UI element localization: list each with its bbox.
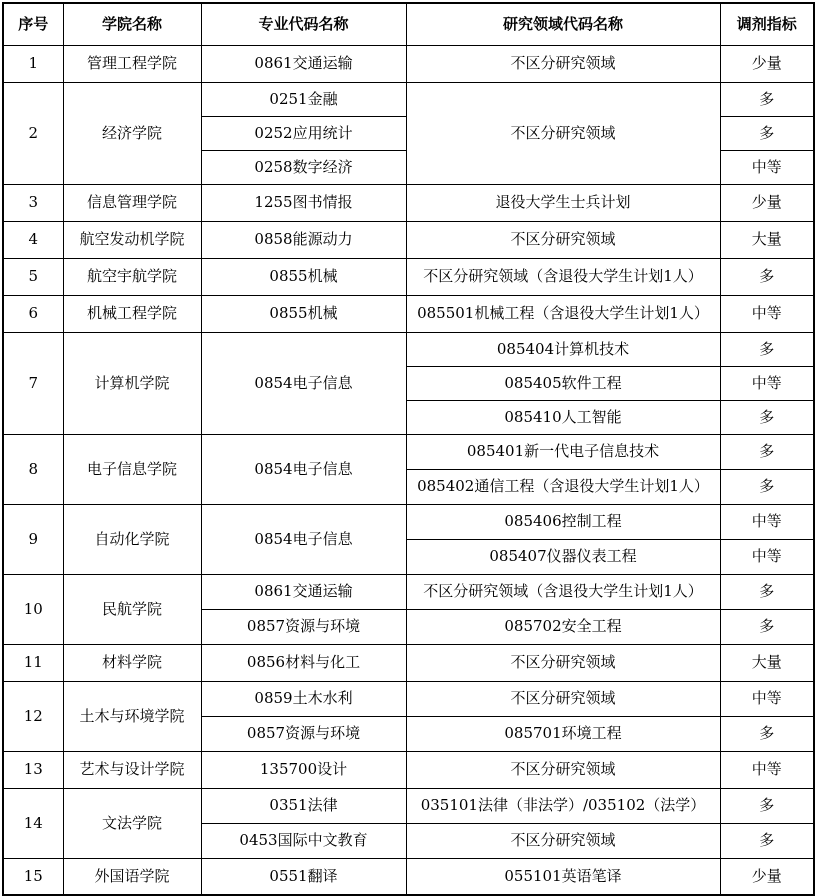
major-cell: 0858能源动力 [201, 221, 406, 258]
table-body [3, 45, 814, 895]
field-cell: 不区分研究领域 [406, 823, 720, 858]
field-cell: 不区分研究领域 [406, 82, 720, 184]
major-cell: 0551翻译 [201, 858, 406, 895]
college-cell: 民航学院 [63, 574, 201, 644]
quota-cell: 多 [720, 609, 814, 644]
major-cell: 0351法律 [201, 788, 406, 823]
table-row [3, 574, 814, 609]
table-row [3, 295, 814, 332]
quota-cell: 中等 [720, 366, 814, 400]
field-cell: 085402通信工程（含退役大学生计划1人） [406, 469, 720, 504]
field-cell: 055101英语笔译 [406, 858, 720, 895]
table-row [3, 258, 814, 295]
field-cell: 不区分研究领域（含退役大学生计划1人） [406, 258, 720, 295]
major-cell: 1255图书情报 [201, 184, 406, 221]
seq-cell: 2 [3, 82, 63, 184]
table-row [3, 644, 814, 681]
college-cell: 经济学院 [63, 82, 201, 184]
quota-cell: 多 [720, 434, 814, 469]
table-row [3, 184, 814, 221]
quota-cell: 中等 [720, 295, 814, 332]
college-cell: 管理工程学院 [63, 45, 201, 82]
field-cell: 085401新一代电子信息技术 [406, 434, 720, 469]
field-cell: 不区分研究领域 [406, 45, 720, 82]
college-cell: 电子信息学院 [63, 434, 201, 504]
major-cell: 0859土木水利 [201, 681, 406, 716]
quota-cell: 多 [720, 82, 814, 116]
major-cell: 0857资源与环境 [201, 609, 406, 644]
table-row [3, 504, 814, 539]
college-cell: 信息管理学院 [63, 184, 201, 221]
field-cell: 085410人工智能 [406, 400, 720, 434]
field-cell: 085701环境工程 [406, 716, 720, 751]
college-cell: 航空发动机学院 [63, 221, 201, 258]
table-row [3, 82, 814, 116]
quota-cell: 大量 [720, 221, 814, 258]
college-cell: 航空宇航学院 [63, 258, 201, 295]
quota-cell: 多 [720, 400, 814, 434]
seq-cell: 10 [3, 574, 63, 644]
quota-cell: 多 [720, 574, 814, 609]
field-cell: 不区分研究领域 [406, 221, 720, 258]
seq-cell: 1 [3, 45, 63, 82]
header-seq: 序号 [3, 3, 63, 45]
college-cell: 土木与环境学院 [63, 681, 201, 751]
quota-cell: 多 [720, 332, 814, 366]
field-cell: 085407仪器仪表工程 [406, 539, 720, 574]
quota-cell: 大量 [720, 644, 814, 681]
major-cell: 0855机械 [201, 295, 406, 332]
major-cell: 135700设计 [201, 751, 406, 788]
seq-cell: 12 [3, 681, 63, 751]
field-cell: 085702安全工程 [406, 609, 720, 644]
quota-cell: 中等 [720, 539, 814, 574]
major-cell: 0251金融 [201, 82, 406, 116]
college-cell: 文法学院 [63, 788, 201, 858]
quota-cell: 中等 [720, 681, 814, 716]
table-row [3, 332, 814, 366]
seq-cell: 4 [3, 221, 63, 258]
quota-cell: 多 [720, 469, 814, 504]
quota-cell: 少量 [720, 858, 814, 895]
quota-cell: 中等 [720, 504, 814, 539]
major-cell: 0854电子信息 [201, 504, 406, 574]
field-cell: 085406控制工程 [406, 504, 720, 539]
quota-cell: 少量 [720, 184, 814, 221]
quota-cell: 多 [720, 823, 814, 858]
table-row [3, 681, 814, 716]
table-row [3, 788, 814, 823]
seq-cell: 3 [3, 184, 63, 221]
table-row [3, 858, 814, 895]
header-quota: 调剂指标 [720, 3, 814, 45]
major-cell: 0855机械 [201, 258, 406, 295]
field-cell: 035101法律（非法学）/035102（法学） [406, 788, 720, 823]
seq-cell: 5 [3, 258, 63, 295]
field-cell: 085405软件工程 [406, 366, 720, 400]
field-cell: 085501机械工程（含退役大学生计划1人） [406, 295, 720, 332]
college-cell: 机械工程学院 [63, 295, 201, 332]
header-row [3, 3, 814, 45]
college-cell: 外国语学院 [63, 858, 201, 895]
major-cell: 0258数字经济 [201, 150, 406, 184]
major-cell: 0861交通运输 [201, 45, 406, 82]
seq-cell: 15 [3, 858, 63, 895]
quota-cell: 多 [720, 716, 814, 751]
quota-cell: 少量 [720, 45, 814, 82]
quota-table-page [0, 2, 815, 896]
seq-cell: 6 [3, 295, 63, 332]
quota-cell: 多 [720, 788, 814, 823]
page [0, 2, 815, 896]
major-cell: 0854电子信息 [201, 434, 406, 504]
header-field: 研究领域代码名称 [406, 3, 720, 45]
seq-cell: 9 [3, 504, 63, 574]
field-cell: 不区分研究领域（含退役大学生计划1人） [406, 574, 720, 609]
quota-cell: 多 [720, 116, 814, 150]
header-college: 学院名称 [63, 3, 201, 45]
college-cell: 自动化学院 [63, 504, 201, 574]
college-cell: 艺术与设计学院 [63, 751, 201, 788]
seq-cell: 14 [3, 788, 63, 858]
major-cell: 0856材料与化工 [201, 644, 406, 681]
seq-cell: 7 [3, 332, 63, 434]
field-cell: 085404计算机技术 [406, 332, 720, 366]
major-cell: 0861交通运输 [201, 574, 406, 609]
major-cell: 0252应用统计 [201, 116, 406, 150]
major-cell: 0854电子信息 [201, 332, 406, 434]
table-row [3, 45, 814, 82]
transfer-quota-table [2, 2, 815, 896]
college-cell: 计算机学院 [63, 332, 201, 434]
seq-cell: 13 [3, 751, 63, 788]
major-cell: 0453国际中文教育 [201, 823, 406, 858]
quota-cell: 多 [720, 258, 814, 295]
table-row [3, 751, 814, 788]
table-row [3, 221, 814, 258]
seq-cell: 11 [3, 644, 63, 681]
field-cell: 不区分研究领域 [406, 751, 720, 788]
field-cell: 退役大学生士兵计划 [406, 184, 720, 221]
table-row [3, 434, 814, 469]
quota-cell: 中等 [720, 150, 814, 184]
header-major: 专业代码名称 [201, 3, 406, 45]
seq-cell: 8 [3, 434, 63, 504]
college-cell: 材料学院 [63, 644, 201, 681]
quota-cell: 中等 [720, 751, 814, 788]
major-cell: 0857资源与环境 [201, 716, 406, 751]
field-cell: 不区分研究领域 [406, 681, 720, 716]
field-cell: 不区分研究领域 [406, 644, 720, 681]
